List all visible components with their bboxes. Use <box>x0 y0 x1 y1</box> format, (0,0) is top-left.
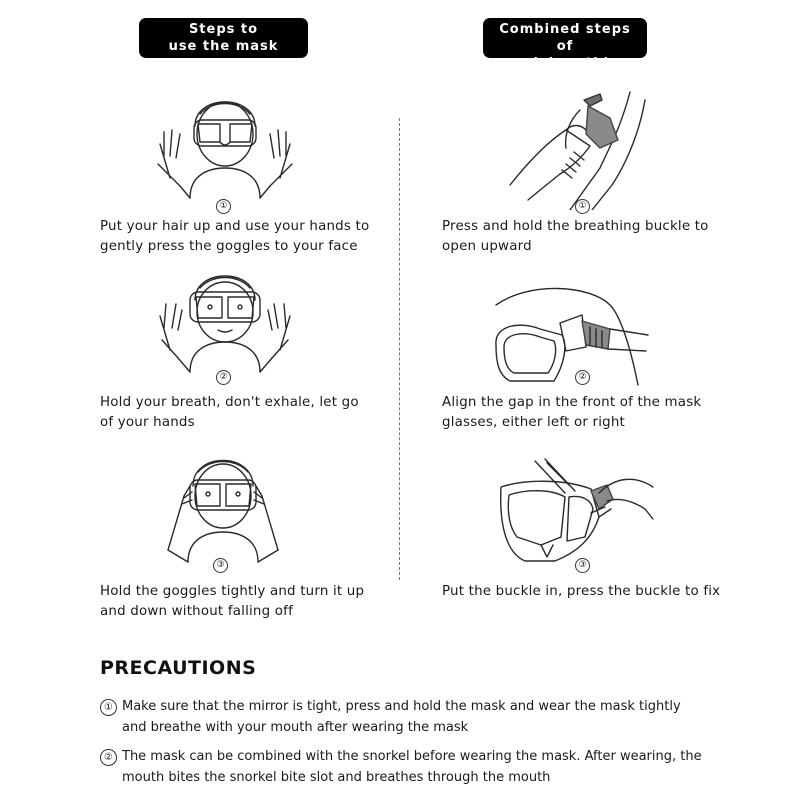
left-step-1-line2: gently press the goggles to your face <box>100 239 358 254</box>
steps-title-line1: Steps to <box>188 22 259 37</box>
right-step-1-caption <box>442 217 709 257</box>
child-with-mask-icon <box>148 446 298 566</box>
combined-title-badge <box>483 18 647 88</box>
mask-buckle-alignment-icon <box>490 285 650 390</box>
left-step-2-line1: Hold your breath, don't exhale, let go <box>100 395 359 410</box>
precautions-heading: PRECAUTIONS <box>100 657 257 679</box>
mask-buckle-fix-icon <box>495 457 655 572</box>
left-step-3-line2: and down without falling off <box>100 604 293 619</box>
hand-pressing-buckle-icon <box>500 90 650 210</box>
left-step-2-caption <box>100 393 359 433</box>
step-number-left-3: ③ <box>213 558 228 573</box>
precaution-item-1 <box>100 696 681 738</box>
precaution-number-2: ② <box>100 749 117 766</box>
step-number-left-1: ① <box>216 199 231 214</box>
left-step-3-caption <box>100 582 364 622</box>
right-step-2-line2: glasses, either left or right <box>442 415 625 430</box>
combined-title-line2: mask breathing tube <box>500 56 630 88</box>
right-step-1-line2: open upward <box>442 239 532 254</box>
steps-title-badge <box>139 18 308 58</box>
column-divider <box>399 118 400 580</box>
left-step-3-line1: Hold the goggles tightly and turn it up <box>100 584 365 599</box>
precaution-1-line1: Make sure that the mirror is tight, press and hold the mask and wear the mask tightly <box>122 699 681 714</box>
left-step-2-line2: of your hands <box>100 415 195 430</box>
steps-title-line2: use the mask <box>168 39 279 54</box>
left-step-1-line1: Put your hair up and use your hands to <box>100 219 370 234</box>
child-with-mask-icon <box>150 86 300 201</box>
right-step-3-line1: Put the buckle in, press the buckle to fix <box>442 584 721 599</box>
combined-title-line1: Combined steps of <box>499 22 631 54</box>
right-step-2-caption <box>442 393 701 433</box>
child-with-mask-icon <box>150 260 300 375</box>
step-number-right-1: ① <box>575 199 590 214</box>
right-step-3-caption <box>442 582 720 602</box>
step-number-right-2: ② <box>575 370 590 385</box>
right-step-2-line1: Align the gap in the front of the mask <box>442 395 702 410</box>
precaution-2-line1: The mask can be combined with the snorkel before wearing the mask. After wearing, the <box>122 749 702 764</box>
precaution-1-line2: and breathe with your mouth after wearing the mask <box>122 720 469 735</box>
right-step-1-line1: Press and hold the breathing buckle to <box>442 219 709 234</box>
precaution-2-line2: mouth bites the snorkel bite slot and breathes through the mouth <box>122 770 551 785</box>
precaution-item-2 <box>100 746 702 788</box>
step-number-right-3: ③ <box>575 558 590 573</box>
step-number-left-2: ② <box>216 370 231 385</box>
left-step-1-caption <box>100 217 369 257</box>
precaution-number-1: ① <box>100 699 117 716</box>
